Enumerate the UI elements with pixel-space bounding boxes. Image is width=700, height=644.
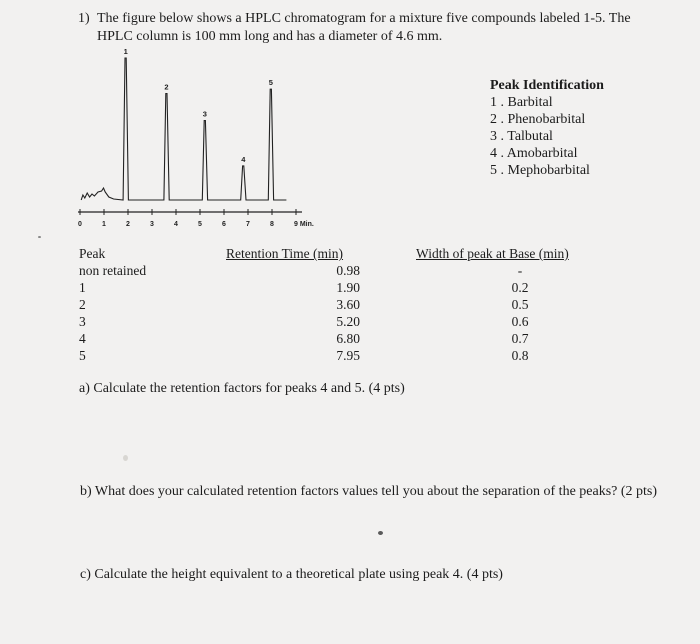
table-cell-width: 0.8 xyxy=(511,348,529,363)
peak-id-item: 2 . Phenobarbital xyxy=(490,112,586,127)
question-part-b: b) What does your calculated retention factors values tell you about the separation of the peaks? (2 pts) xyxy=(80,484,658,499)
peak-label: 1 xyxy=(123,47,128,56)
table-cell-peak: 4 xyxy=(79,331,86,346)
table-cell-peak: 1 xyxy=(79,280,86,295)
scan-speck xyxy=(378,531,383,535)
table-cell-peak: 2 xyxy=(79,297,86,312)
table-cell-rt: 6.80 xyxy=(336,331,360,346)
x-tick-label: 3 xyxy=(150,221,154,228)
table-cell-width: 0.7 xyxy=(511,331,529,346)
scan-speck xyxy=(123,455,128,461)
peak-label: 5 xyxy=(268,78,273,88)
table-cell-width: 0.2 xyxy=(511,280,529,295)
table-cell-width: 0.6 xyxy=(511,314,529,329)
table-header-width: Width of peak at Base (min) xyxy=(416,246,569,261)
table-header-retention-time: Retention Time (min) xyxy=(226,246,344,261)
table-cell-peak: 5 xyxy=(79,348,86,363)
x-tick-label: 5 xyxy=(198,221,202,228)
table-cell-peak: non retained xyxy=(79,263,147,278)
table-cell-width: - xyxy=(517,263,523,278)
x-tick-label: 9 Min. xyxy=(294,221,314,228)
question-part-c: c) Calculate the height equivalent to a theoretical plate using peak 4. (4 pts) xyxy=(80,567,503,582)
question-text-line1: The figure below shows a HPLC chromatogram for a mixture five compounds labeled 1-5. The xyxy=(97,11,631,26)
peak-id-item: 5 . Mephobarbital xyxy=(490,163,590,178)
question-part-a: a) Calculate the retention factors for peaks 4 and 5. (4 pts) xyxy=(79,381,405,396)
peak-id-item: 4 . Amobarbital xyxy=(490,146,578,161)
peak-label: 3 xyxy=(202,109,207,119)
table-cell-width: 0.5 xyxy=(511,297,529,312)
x-tick-label: 6 xyxy=(222,221,226,228)
scan-speck xyxy=(38,236,41,238)
table-cell-rt: 0.98 xyxy=(336,263,360,278)
x-tick-label: 2 xyxy=(126,221,130,228)
x-tick-label: 1 xyxy=(102,221,106,228)
table-cell-rt: 7.95 xyxy=(336,348,360,363)
peak-id-item: 3 . Talbutal xyxy=(490,129,553,144)
x-tick-label: 4 xyxy=(174,221,178,228)
x-tick-label: 7 xyxy=(246,221,250,228)
x-tick-label: 8 xyxy=(270,221,274,228)
table-cell-peak: 3 xyxy=(79,314,86,329)
peak-label: 2 xyxy=(164,82,169,92)
chromatogram-trace xyxy=(81,58,286,200)
table-cell-rt: 3.60 xyxy=(336,297,360,312)
table-cell-rt: 1.90 xyxy=(336,280,360,295)
table-header-peak: Peak xyxy=(79,246,106,261)
peak-label: 4 xyxy=(241,154,246,164)
x-tick-label: 0 xyxy=(78,221,82,228)
question-text-line2: HPLC column is 100 mm long and has a diameter of 4.6 mm. xyxy=(97,29,443,44)
question-number: 1) xyxy=(78,11,90,26)
hplc-chromatogram xyxy=(70,40,330,235)
table-cell-rt: 5.20 xyxy=(336,314,360,329)
peak-identification-title: Peak Identification xyxy=(490,78,604,93)
peak-id-item: 1 . Barbital xyxy=(490,95,553,110)
